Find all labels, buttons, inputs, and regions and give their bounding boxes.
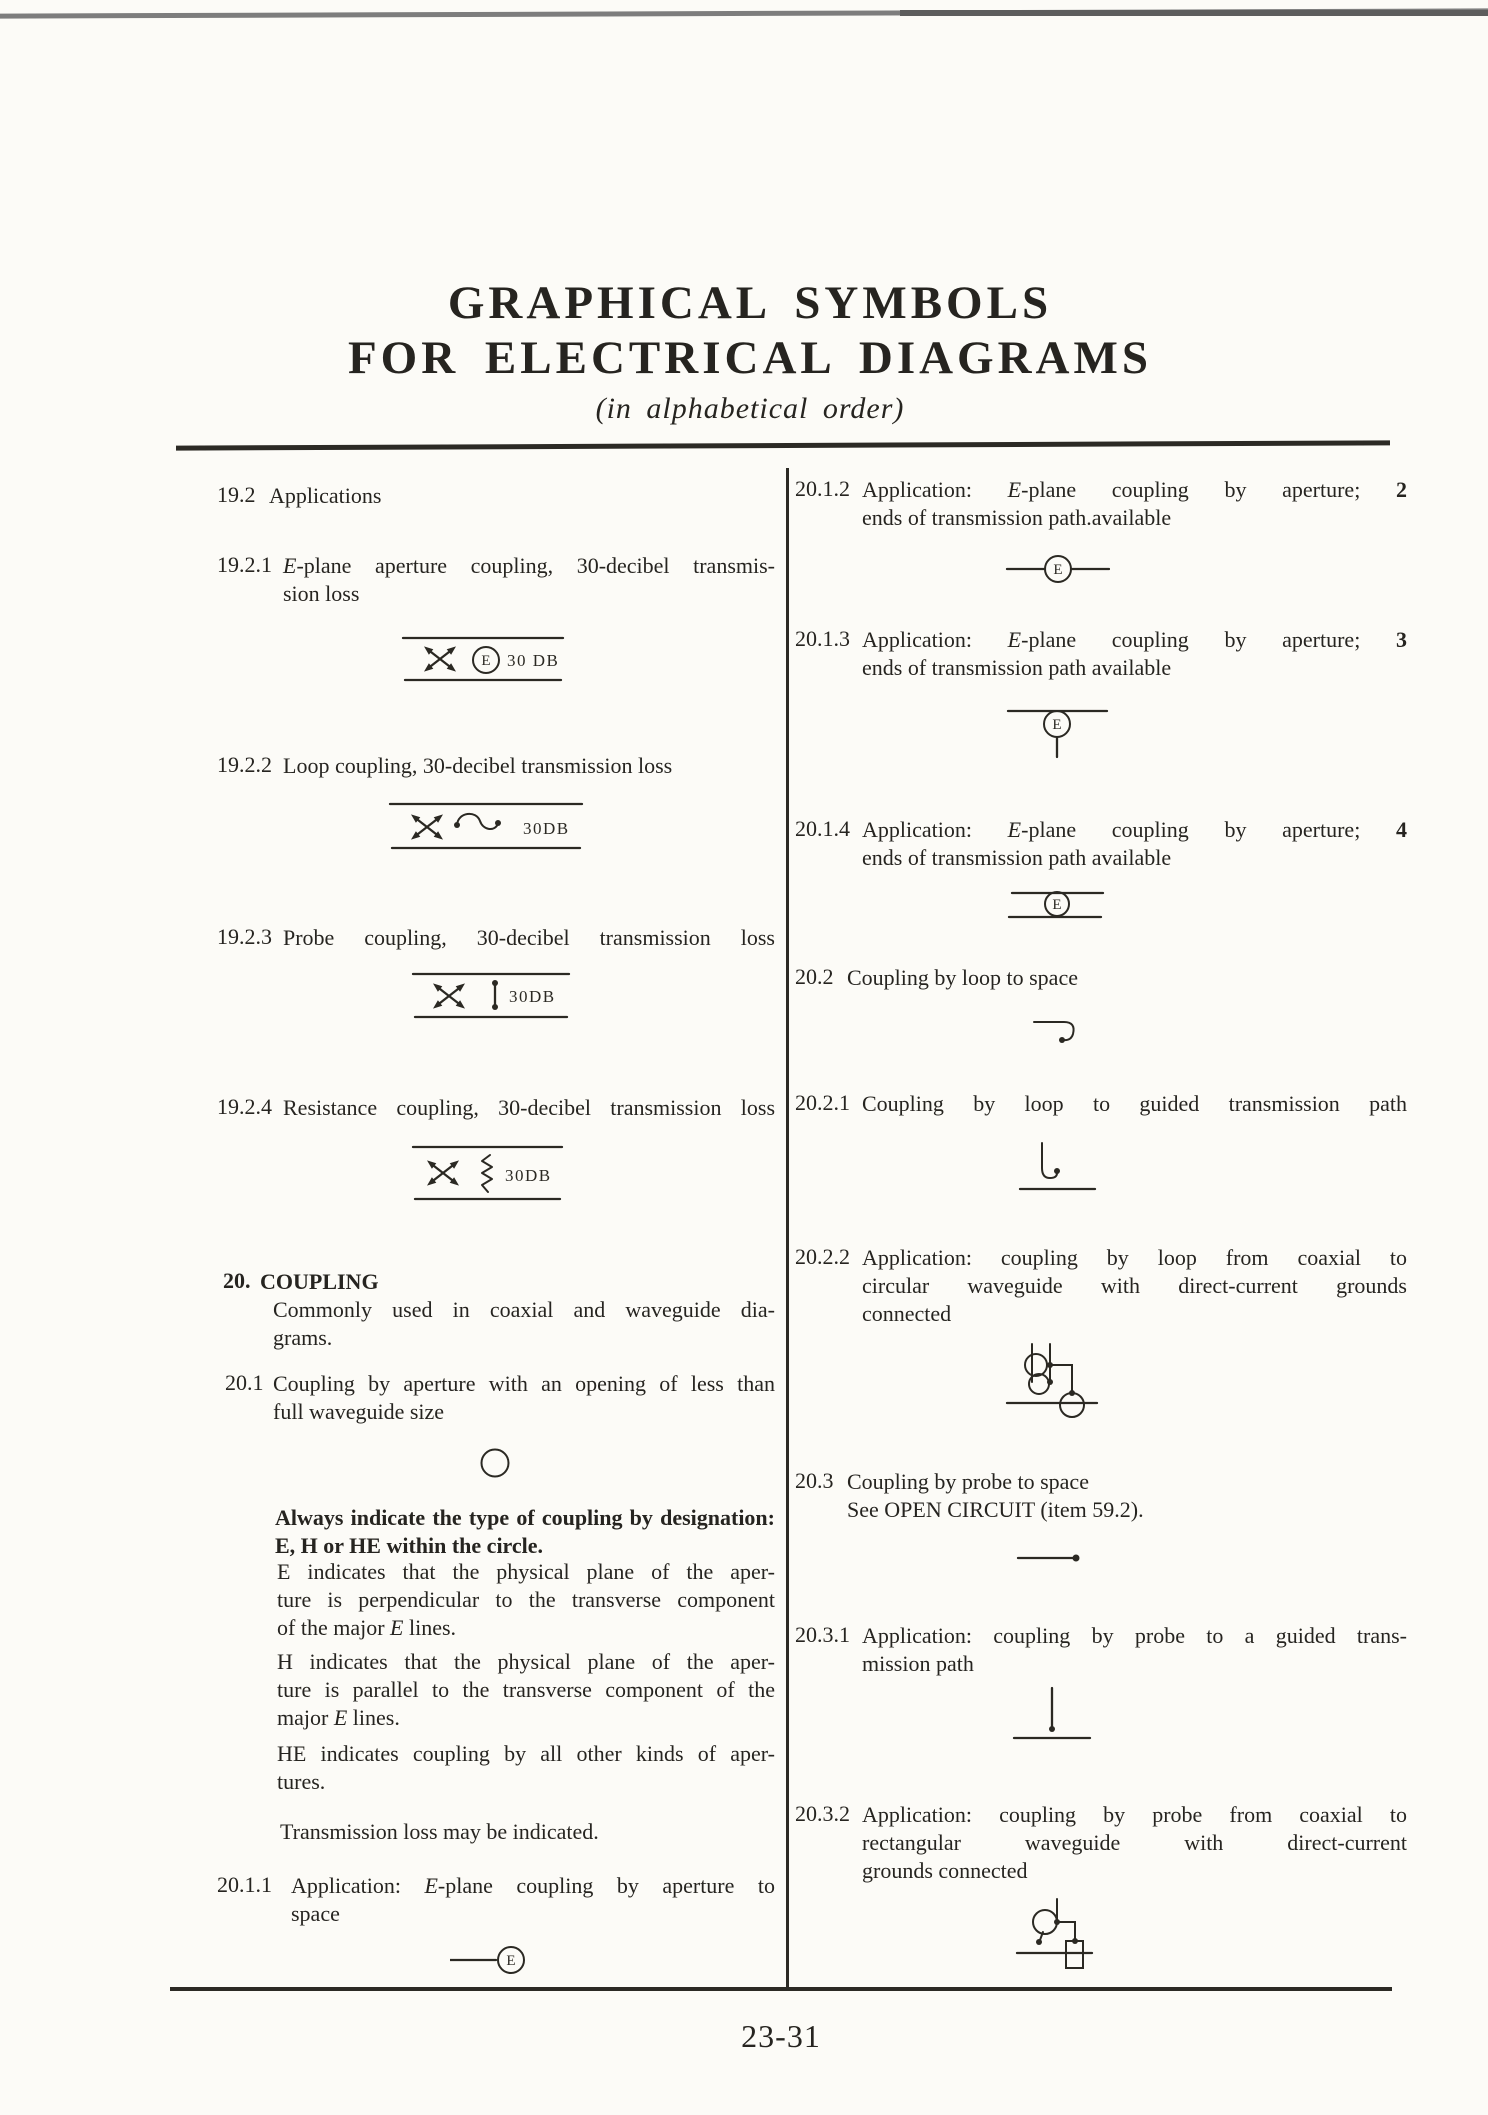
item-number: 19.2.2 [217, 752, 272, 777]
item-text-line: connected [862, 1301, 952, 1326]
paragraph-h-indicates [277, 1648, 775, 1732]
item-text-line [283, 552, 775, 580]
item-19-2 [215, 482, 775, 510]
probe-coupling-30db-symbol [405, 965, 575, 1025]
svg-text:E: E [506, 1953, 516, 1969]
item-20-2 [795, 964, 1407, 992]
cross-reference-line: See OPEN CIRCUIT (item 59.2). [847, 1497, 1144, 1522]
item-20-3-2 [795, 1801, 1407, 1885]
item-19-2-1 [215, 552, 775, 608]
item-number: 20.1.2 [795, 476, 850, 501]
probe-coax-to-rect-waveguide-symbol [1012, 1896, 1102, 1974]
paragraph-line: tures. [277, 1769, 326, 1794]
loop-to-guided-path-symbol [1015, 1140, 1100, 1198]
item-number: 20.2.2 [795, 1244, 850, 1269]
item-text-line [291, 1872, 775, 1900]
text-segment: -plane aperture coupling, 30-decibel transmis- [296, 553, 775, 578]
italic-e: E [1007, 477, 1022, 502]
italic-e: E [1007, 627, 1022, 652]
item-text-line [862, 476, 1407, 504]
e-aperture-4-ends-symbol [1006, 884, 1106, 926]
text-segment: -plane coupling by aperture; [1021, 817, 1396, 842]
italic-e: E [390, 1615, 404, 1640]
item-text-line: Coupling by probe to space [847, 1469, 1089, 1494]
title-line-2: FOR ELECTRICAL DIAGRAMS [347, 332, 1153, 384]
probe-to-guided-path-symbol [1010, 1684, 1095, 1744]
aperture-circle-symbol [478, 1446, 512, 1480]
item-text-line: ends of transmission path available [862, 845, 1172, 870]
page-number: 23-31 [741, 2018, 821, 2054]
text-segment: of the major [277, 1615, 391, 1640]
svg-text:E: E [1053, 562, 1063, 578]
item-number: 19.2.1 [217, 552, 272, 577]
svg-text:E: E [481, 653, 491, 669]
text-segment: major [277, 1705, 334, 1730]
text-segment: -plane coupling by aperture; [1021, 477, 1396, 502]
item-text-line: Coupling by loop to guided transmission path [862, 1091, 1407, 1116]
loop-to-space-symbol [1030, 1012, 1078, 1048]
item-text-line: sion loss [283, 581, 360, 606]
item-number: 19.2.3 [217, 924, 272, 949]
text-segment: Application: [862, 817, 1008, 842]
coupling-designation-note [275, 1504, 775, 1560]
item-number: 20.1.4 [795, 816, 850, 841]
italic-e: E [283, 553, 297, 578]
e-aperture-2-ends-symbol [1005, 548, 1110, 590]
italic-e: E [1007, 817, 1022, 842]
svg-text:30 DB: 30 DB [507, 651, 560, 670]
item-19-2-4 [215, 1094, 775, 1122]
item-20-2-1 [795, 1090, 1407, 1118]
item-19-2-3 [215, 924, 775, 952]
svg-text:30DB: 30DB [523, 819, 570, 838]
item-number: 19.2.4 [217, 1094, 272, 1119]
item-text-line: circular waveguide with direct-current grounds [862, 1273, 1407, 1298]
page-subtitle: (in alphabetical order) [595, 392, 905, 425]
scan-artifact-line-dark [900, 10, 1488, 16]
item-number: 20.3 [795, 1468, 834, 1493]
item-20-1-1 [215, 1872, 775, 1928]
text-segment: lines. [347, 1705, 400, 1730]
section-desc-line: grams. [273, 1325, 333, 1350]
e-aperture-3-ends-symbol [1005, 702, 1110, 760]
item-20-2-2 [795, 1244, 1407, 1328]
item-text-line: ends of transmission path.available [862, 505, 1172, 530]
note-line: Always indicate the type of coupling by designation: [275, 1505, 775, 1530]
text-segment: lines. [403, 1615, 457, 1640]
svg-text:30DB: 30DB [509, 987, 556, 1006]
e-aperture-to-space-symbol [450, 1940, 530, 1980]
item-text-line: Resistance coupling, 30-decibel transmission loss [283, 1095, 775, 1120]
item-text-line: rectangular waveguide with direct-current [862, 1830, 1407, 1855]
column-divider [786, 468, 789, 1990]
svg-text:E: E [1052, 897, 1062, 913]
paragraph-line: HE indicates coupling by all other kinds of aper- [277, 1741, 775, 1766]
paragraph-line: ture is parallel to the transverse component of the [277, 1677, 775, 1702]
loop-coupling-30db-symbol [385, 795, 585, 857]
text-segment: -plane coupling by aperture to [437, 1873, 775, 1898]
text-segment: Application: [862, 627, 1008, 652]
ends-count: 4 [1396, 817, 1407, 842]
item-text-line: Probe coupling, 30-decibel transmission loss [283, 925, 775, 950]
item-text-line: full waveguide size [273, 1399, 445, 1424]
item-20-1 [215, 1370, 775, 1426]
paragraph-he-indicates [277, 1740, 775, 1796]
item-text-line: Application: coupling by probe to a guided trans- [862, 1623, 1407, 1648]
item-text-line: ends of transmission path available [862, 655, 1172, 680]
paragraph-line: Transmission loss may be indicated. [280, 1819, 599, 1844]
paragraph-line: ture is perpendicular to the transverse component [277, 1587, 775, 1612]
paragraph-line: H indicates that the physical plane of the aper- [277, 1649, 775, 1674]
title-line-1: GRAPHICAL SYMBOLS [447, 277, 1053, 329]
italic-e: E [424, 1873, 438, 1898]
ends-count: 3 [1396, 627, 1407, 652]
paragraph-e-indicates [277, 1558, 775, 1642]
text-segment: Application: [291, 1873, 425, 1898]
item-text: Applications [269, 483, 382, 508]
item-number: 20.3.1 [795, 1622, 850, 1647]
svg-text:E: E [1052, 717, 1062, 733]
item-text-line: Coupling by loop to space [847, 965, 1078, 990]
section-title: COUPLING [260, 1269, 379, 1294]
item-number: 19.2 [217, 482, 256, 507]
item-20-1-4 [795, 816, 1407, 872]
header-rule [176, 440, 1390, 450]
paragraph-line [277, 1704, 775, 1732]
item-text-line: Application: coupling by loop from coaxial to [862, 1245, 1407, 1270]
item-text-line [862, 816, 1407, 844]
probe-to-space-symbol [1015, 1546, 1085, 1571]
item-20-3-1 [795, 1622, 1407, 1678]
text-segment: -plane coupling by aperture; [1021, 627, 1396, 652]
ends-count: 2 [1396, 477, 1407, 502]
italic-e: E [333, 1705, 348, 1730]
item-number: 20.3.2 [795, 1801, 850, 1826]
item-text-line: Loop coupling, 30-decibel transmission loss [283, 753, 673, 778]
paragraph-line [277, 1614, 775, 1642]
section-20-coupling [215, 1268, 775, 1352]
item-number: 20.1 [225, 1370, 264, 1395]
item-number: 20.2.1 [795, 1090, 850, 1115]
section-desc-line: Commonly used in coaxial and waveguide dia- [273, 1297, 775, 1322]
page-title [170, 276, 1330, 426]
footer-rule [170, 1987, 1392, 1991]
item-number: 20.1.3 [795, 626, 850, 651]
item-text-line: Coupling by aperture with an opening of less than [273, 1371, 775, 1396]
item-text-line: space [291, 1901, 340, 1926]
text-segment: Application: [862, 477, 1008, 502]
item-number: 20.2 [795, 964, 834, 989]
svg-text:30DB: 30DB [505, 1166, 552, 1185]
item-20-3 [795, 1468, 1407, 1524]
resistance-coupling-30db-symbol [405, 1140, 570, 1206]
item-text-line: grounds connected [862, 1858, 1028, 1883]
item-20-1-2 [795, 476, 1407, 532]
loop-coax-to-circular-waveguide-symbol [1000, 1338, 1105, 1423]
note-line: E, H or HE within the circle. [275, 1533, 544, 1558]
item-text-line: mission path [862, 1651, 974, 1676]
section-number: 20. [223, 1268, 251, 1293]
item-text-line [862, 626, 1407, 654]
paragraph-transmission-loss [280, 1818, 775, 1846]
item-20-1-3 [795, 626, 1407, 682]
item-number: 20.1.1 [217, 1872, 272, 1897]
aperture-coupling-30db-symbol [395, 628, 570, 688]
paragraph-line: E indicates that the physical plane of the aper- [277, 1559, 775, 1584]
item-19-2-2 [215, 752, 775, 780]
item-text-line: Application: coupling by probe from coaxial to [862, 1802, 1407, 1827]
